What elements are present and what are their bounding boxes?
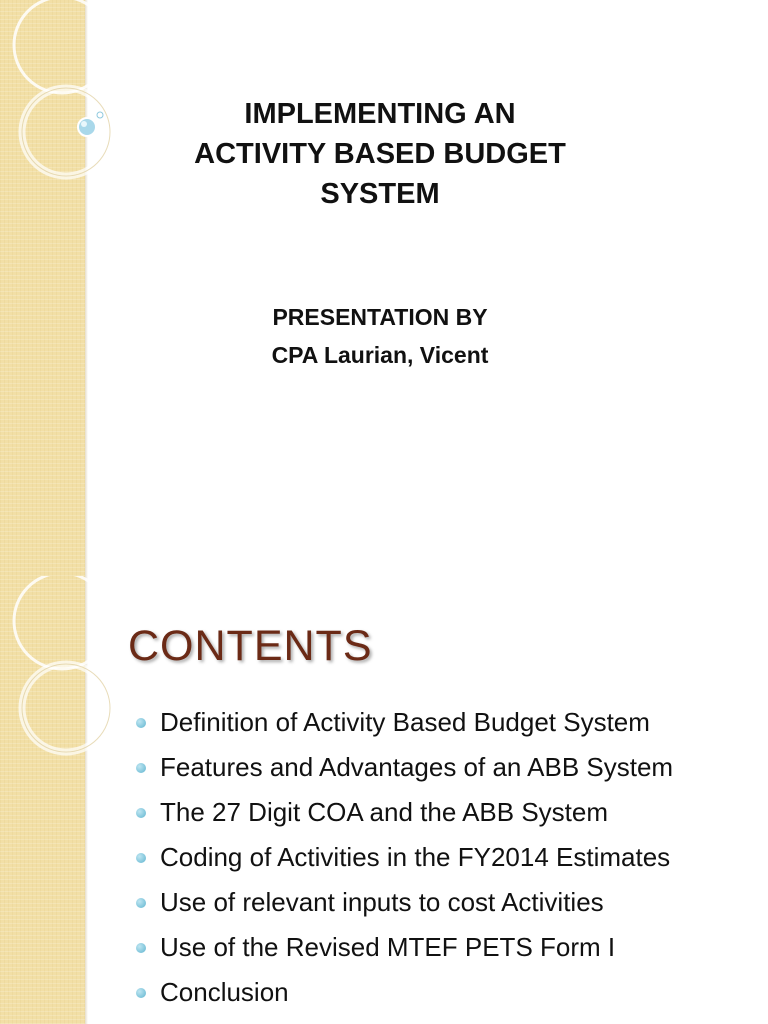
list-item	[132, 970, 762, 1015]
bullet-icon	[136, 808, 146, 818]
presenter-label: PRESENTATION BY	[272, 304, 488, 330]
list-item	[132, 925, 762, 970]
bullet-icon	[136, 853, 146, 863]
bullet-icon	[136, 943, 146, 953]
list-item	[132, 700, 762, 745]
list-item-text: Definition of Activity Based Budget System	[160, 707, 650, 737]
decorative-rings-icon	[0, 0, 120, 200]
decorative-rings-icon	[0, 576, 120, 776]
bullet-icon	[136, 898, 146, 908]
list-item	[132, 790, 762, 835]
list-item-text: Coding of Activities in the FY2014 Estimates	[160, 842, 671, 872]
list-item-text: Conclusion	[160, 977, 289, 1007]
title-line: IMPLEMENTING AN	[244, 98, 516, 130]
presentation-title	[120, 94, 640, 214]
list-item	[132, 880, 762, 925]
list-item	[132, 835, 762, 880]
contents-heading: CONTENTS	[128, 622, 373, 670]
list-item-text: Use of relevant inputs to cost Activities	[160, 887, 604, 917]
bullet-icon	[136, 763, 146, 773]
contents-list	[132, 700, 762, 1015]
presenter-name: CPA Laurian, Vicent	[271, 342, 489, 368]
title-line: ACTIVITY BASED BUDGET	[194, 138, 566, 170]
bullet-icon	[136, 718, 146, 728]
presenter-block	[120, 298, 640, 374]
contents-slide	[0, 576, 768, 1024]
list-item-text: The 27 Digit COA and the ABB System	[160, 797, 609, 827]
title-line: SYSTEM	[320, 178, 440, 210]
list-item-text: Features and Advantages of an ABB System	[160, 752, 674, 782]
list-item-text: Use of the Revised MTEF PETS Form I	[160, 932, 616, 962]
bullet-icon	[136, 988, 146, 998]
list-item	[132, 745, 762, 790]
